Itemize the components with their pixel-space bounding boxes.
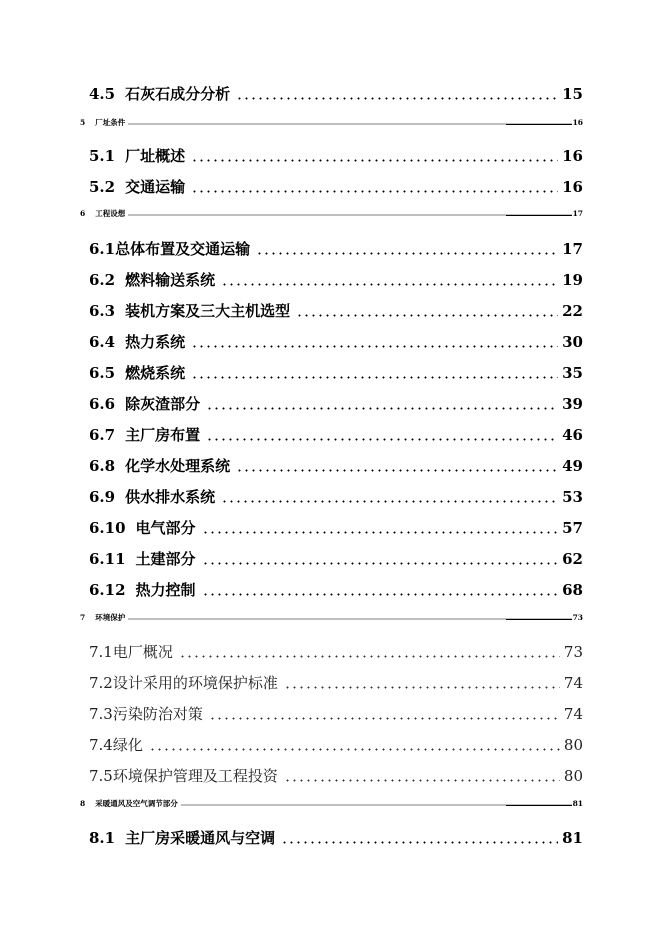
- toc-page-number: 74: [563, 674, 583, 692]
- toc-title: 交通运输: [125, 178, 186, 196]
- toc-page-number: 62: [562, 550, 583, 568]
- toc-page-number: 16: [572, 117, 583, 127]
- dot-leader: [202, 562, 559, 565]
- dot-leader: [179, 655, 560, 658]
- toc-title: 装机方案及三大主机选型: [125, 302, 291, 320]
- toc-entry-7-3[interactable]: [89, 702, 583, 722]
- dot-leader: [236, 469, 558, 472]
- toc-page-number: 39: [562, 395, 583, 413]
- toc-title: 燃烧系统: [125, 364, 186, 382]
- toc-title: 主厂房布置: [125, 426, 201, 444]
- toc-title: 燃料输送系统: [125, 271, 216, 289]
- toc-page-number: 80: [563, 736, 583, 754]
- toc-number: 7.4: [89, 736, 113, 754]
- toc-entry-6[interactable]: [80, 207, 583, 217]
- dot-leader: [284, 686, 560, 689]
- dot-leader: [209, 717, 560, 720]
- toc-entry-7-4[interactable]: [89, 733, 583, 753]
- toc-entry-7-5[interactable]: [89, 764, 583, 784]
- toc-number: 6.9: [89, 488, 116, 506]
- toc-entry-6-7[interactable]: [89, 423, 583, 443]
- toc-number: 6.8: [89, 457, 116, 475]
- toc-number: 6.5: [89, 364, 116, 382]
- toc-page-number: 17: [562, 240, 583, 258]
- dot-leader: [128, 123, 571, 125]
- toc-title: 供水排水系统: [125, 488, 216, 506]
- dot-leader: [281, 841, 558, 844]
- toc-entry-8[interactable]: [80, 797, 583, 807]
- toc-page-number: 68: [562, 581, 583, 599]
- toc-entry-7-1[interactable]: [89, 640, 583, 660]
- toc-title: 除灰渣部分: [125, 395, 201, 413]
- dot-leader: [206, 438, 558, 441]
- toc-title: 石灰石成分分析: [125, 85, 231, 103]
- toc-number: 6.4: [89, 333, 116, 351]
- toc-page-number: 15: [562, 85, 583, 103]
- toc-page-number: 81: [562, 829, 583, 847]
- toc-title: 污染防治对策: [112, 705, 203, 723]
- toc-number: 7.1: [89, 643, 113, 661]
- toc-page-number: 53: [562, 488, 583, 506]
- toc-number: 5: [80, 117, 86, 127]
- dot-leader: [296, 314, 558, 317]
- toc-number: 6.12: [89, 581, 126, 599]
- toc-entry-6-3[interactable]: [89, 299, 583, 319]
- toc-page-number: 16: [562, 147, 583, 165]
- dot-leader: [256, 252, 558, 255]
- toc-title: 厂址概述: [125, 147, 186, 165]
- toc-number: 7: [80, 612, 86, 622]
- dot-leader: [149, 748, 560, 751]
- toc-page-number: 30: [562, 333, 583, 351]
- dot-leader: [202, 593, 559, 596]
- toc-page-number: 74: [563, 705, 583, 723]
- toc-page-number: 35: [562, 364, 583, 382]
- toc-entry-6-12[interactable]: [89, 578, 583, 598]
- toc-number: 7.5: [89, 767, 113, 785]
- toc-title: 厂址条件: [95, 117, 126, 127]
- dot-leader: [191, 159, 558, 162]
- toc-title: 电气部分: [135, 519, 196, 537]
- toc-entry-8-1[interactable]: [89, 826, 583, 846]
- dot-leader: [128, 618, 571, 620]
- toc-entry-4-5[interactable]: [89, 82, 583, 102]
- dot-leader: [191, 345, 558, 348]
- dot-leader: [206, 407, 558, 410]
- toc-title: 环境保护管理及工程投资: [112, 767, 278, 785]
- toc-entry-6-5[interactable]: [89, 361, 583, 381]
- toc-title: 电厂概况: [112, 643, 173, 661]
- toc-entry-6-1[interactable]: [89, 237, 583, 257]
- toc-number: 5.1: [89, 147, 116, 165]
- toc-entry-6-4[interactable]: [89, 330, 583, 350]
- toc-number: 6: [80, 208, 86, 218]
- toc-title: 总体布置及交通运输: [115, 240, 251, 258]
- dot-leader: [236, 97, 558, 100]
- toc-number: 6.6: [89, 395, 116, 413]
- toc-page-number: 57: [562, 519, 583, 537]
- toc-title: 化学水处理系统: [125, 457, 231, 475]
- toc-title: 采暖通风及空气调节部分: [95, 798, 178, 808]
- toc-entry-7-2[interactable]: [89, 671, 583, 691]
- toc-entry-6-9[interactable]: [89, 485, 583, 505]
- dot-leader: [128, 214, 571, 216]
- toc-entry-6-2[interactable]: [89, 268, 583, 288]
- toc-number: 4.5: [89, 85, 116, 103]
- toc-number: 8: [80, 798, 86, 808]
- toc-title: 热力控制: [135, 581, 196, 599]
- toc-title: 主厂房采暖通风与空调: [125, 829, 276, 847]
- dot-leader: [221, 500, 558, 503]
- dot-leader: [181, 804, 572, 806]
- toc-page-number: 80: [563, 767, 583, 785]
- toc-number: 6.1: [89, 240, 116, 258]
- toc-title: 热力系统: [125, 333, 186, 351]
- toc-entry-6-6[interactable]: [89, 392, 583, 412]
- dot-leader: [221, 283, 558, 286]
- dot-leader: [284, 779, 560, 782]
- toc-number: 6.7: [89, 426, 116, 444]
- toc-number: 6.10: [89, 519, 126, 537]
- dot-leader: [191, 376, 558, 379]
- toc-page-number: 46: [562, 426, 583, 444]
- toc-entry-5[interactable]: [80, 116, 583, 126]
- toc-number: 5.2: [89, 178, 116, 196]
- toc-number: 7.3: [89, 705, 113, 723]
- toc-page-number: 17: [572, 208, 583, 218]
- toc-entry-6-10[interactable]: [89, 516, 583, 536]
- toc-entry-6-11[interactable]: [89, 547, 583, 567]
- toc-page-number: 73: [572, 612, 583, 622]
- toc-entry-7[interactable]: [80, 611, 583, 621]
- toc-entry-6-8[interactable]: [89, 454, 583, 474]
- toc-title: 设计采用的环境保护标准: [112, 674, 278, 692]
- toc-title: 环境保护: [95, 612, 126, 622]
- toc-number: 7.2: [89, 674, 113, 692]
- dot-leader: [191, 190, 558, 193]
- toc-page-number: 81: [572, 798, 583, 808]
- toc-entry-5-1[interactable]: [89, 144, 583, 164]
- toc-number: 6.11: [89, 550, 126, 568]
- toc-title: 土建部分: [135, 550, 196, 568]
- toc-page-number: 73: [563, 643, 583, 661]
- toc-number: 8.1: [89, 829, 116, 847]
- toc-number: 6.2: [89, 271, 116, 289]
- toc-entry-5-2[interactable]: [89, 175, 583, 195]
- toc-title: 绿化: [112, 736, 143, 754]
- toc-page-number: 22: [562, 302, 583, 320]
- dot-leader: [202, 531, 559, 534]
- toc-page-number: 19: [562, 271, 583, 289]
- toc-page-number: 49: [562, 457, 583, 475]
- toc-title: 工程设想: [95, 208, 126, 218]
- toc-number: 6.3: [89, 302, 116, 320]
- toc-page-number: 16: [562, 178, 583, 196]
